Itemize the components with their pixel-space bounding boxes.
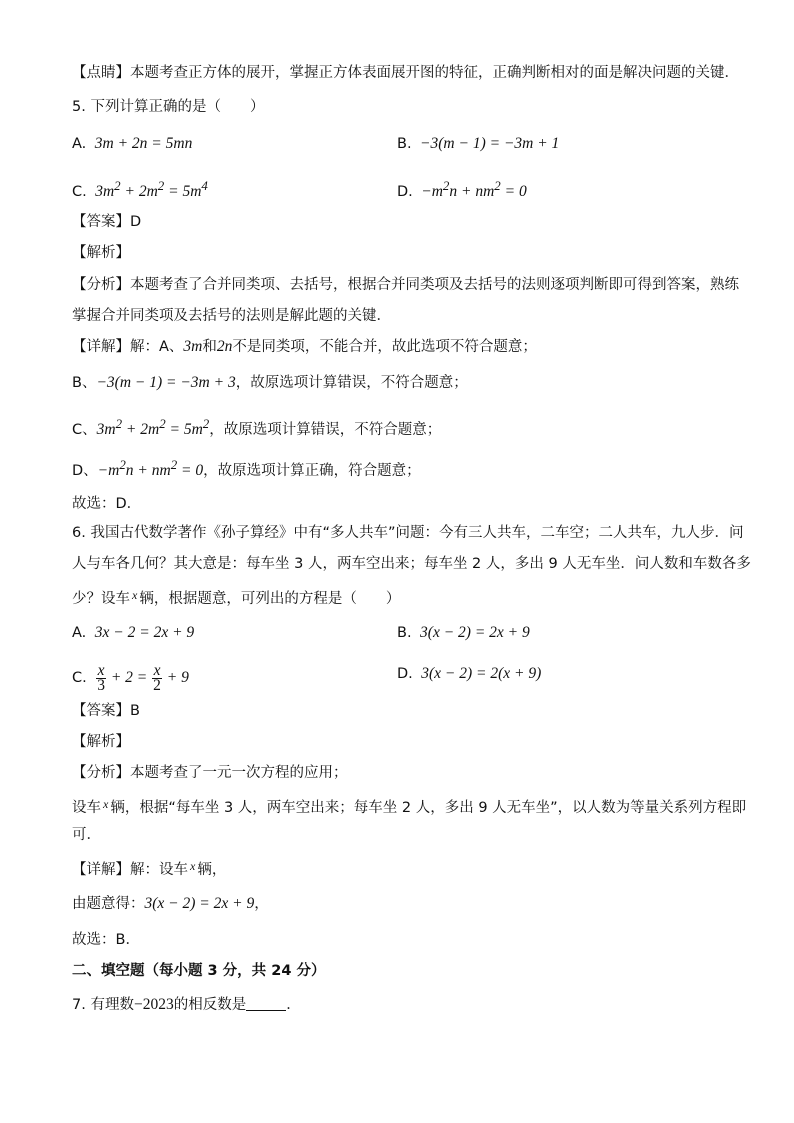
- detail-suffix: ，故原选项计算错误，不符合题意；: [209, 422, 442, 439]
- detail-suffix: ，故原选项计算正确，符合题意；: [203, 463, 421, 480]
- option-label: D.: [397, 666, 413, 682]
- q6-answer: 【答案】B: [72, 703, 140, 719]
- q6-stem-line-2: 人与车各几何？其大意是：每车坐 3 人，两车空出来；每车坐 2 人，多出 9 人无车坐．问人数和车数各多: [72, 556, 751, 572]
- detail-prefix: D、: [72, 463, 98, 480]
- q5-option-d: [397, 176, 527, 202]
- q6-conclusion: 故选：B．: [72, 932, 140, 948]
- section-2-title: 二、填空题（每小题 3 分，共 24 分）: [72, 963, 326, 979]
- option-label: B.: [397, 625, 412, 641]
- q6-fenxi: 【分析】本题考查了一元一次方程的应用；: [72, 765, 348, 781]
- variable-x: x: [190, 859, 196, 873]
- detail-text: 辆，: [197, 862, 227, 878]
- q5-detail-d: [72, 455, 421, 481]
- q5-conclusion: 故选：D．: [72, 496, 142, 512]
- q6-equation: [72, 894, 269, 914]
- option-label: C.: [72, 670, 87, 687]
- detail-suffix: 不是同类项，不能合并，故此选项不符合题意；: [232, 339, 537, 355]
- formula: $3m^2 + 2m^2 = 5m^2$: [96, 416, 210, 439]
- q6-option-d: [397, 664, 541, 684]
- q7-suffix: 的相反数是: [173, 997, 247, 1013]
- q6-explain-line-1: [72, 794, 746, 818]
- q6-option-b: [397, 623, 530, 643]
- detail-suffix: ，故原选项计算错误，不符合题意；: [235, 375, 468, 391]
- variable-x: x: [103, 797, 109, 811]
- detail-prefix: B、: [72, 375, 97, 391]
- formula: $\frac{x}{3}$ + 2 = $\frac{x}{2}$ + 9: [97, 662, 189, 694]
- formula: 3m + 2n = 5mn: [90, 135, 193, 152]
- q5-detail-c: [72, 414, 441, 440]
- answer-blank[interactable]: [246, 996, 286, 1011]
- equation-prefix: 由题意得：: [72, 896, 145, 912]
- formula: 3(x − 2) = 2(x + 9): [417, 665, 542, 682]
- formula: 2n: [216, 338, 233, 355]
- explain-text: 辆，根据“每车坐 3 人，两车空出来；每车坐 2 人，多出 9 人无车坐”，以人数为等量关系列方程即: [110, 800, 747, 816]
- explain-text: 设车: [72, 800, 101, 816]
- q5-stem: 5. 下列计算正确的是（ ）: [72, 99, 265, 115]
- q6-stem-line-3: [72, 585, 400, 609]
- detail-prefix: C、: [72, 422, 97, 439]
- detail-text: 【详解】解：设车: [72, 862, 188, 878]
- stem-text: 少？设车: [72, 591, 130, 607]
- q6-detail: [72, 856, 226, 880]
- equation-suffix: ，: [254, 896, 269, 912]
- q5-fenxi-line-1: 【分析】本题考查了合并同类项、去括号，根据合并同类项及去括号的法则逐项判断即可得到答案，熟练: [72, 277, 739, 293]
- option-label: C.: [72, 184, 87, 201]
- q5-detail-a: [72, 337, 537, 357]
- q7-prefix: 7. 有理数: [72, 997, 134, 1013]
- option-label: D.: [397, 184, 413, 201]
- q7-number: −2023: [133, 996, 174, 1013]
- option-label: A.: [72, 136, 87, 152]
- q7-end: ．: [286, 997, 301, 1013]
- detail-mid: 和: [202, 339, 217, 355]
- q6-option-a: [72, 623, 194, 643]
- q5-answer: 【答案】D: [72, 214, 142, 230]
- formula: 3m: [183, 338, 203, 355]
- tip-text: 【点睛】本题考查正方体的展开，掌握正方体表面展开图的特征，正确判断相对的面是解决问题的关键．: [72, 65, 739, 81]
- q7-stem: [72, 995, 301, 1015]
- q6-explain-line-2: 可．: [72, 827, 101, 843]
- q5-analysis-title: 【解析】: [72, 245, 130, 261]
- variable-x: x: [132, 588, 138, 602]
- q5-fenxi-line-2: 掌握合并同类项及去括号的法则是解此题的关键．: [72, 308, 391, 324]
- q6-analysis-title: 【解析】: [72, 734, 130, 750]
- q5-option-b: [397, 134, 559, 154]
- formula: −3(m − 1) = −3m + 3: [96, 374, 236, 391]
- q5-option-c: [72, 176, 208, 202]
- q5-option-a: [72, 134, 192, 154]
- formula: $-m^2n + nm^2 = 0$: [97, 457, 204, 480]
- formula: 3x − 2 = 2x + 9: [90, 624, 195, 641]
- formula: 3(x − 2) = 2x + 9: [416, 624, 530, 641]
- option-label: A.: [72, 625, 87, 641]
- q5-detail-b: [72, 373, 468, 393]
- detail-prefix: 【详解】解：A、: [72, 339, 184, 355]
- formula: $-m^2n + nm^2 = 0$: [417, 178, 527, 201]
- option-label: B.: [397, 136, 412, 152]
- q6-option-c: [72, 664, 189, 693]
- formula: 3(x − 2) = 2x + 9: [144, 895, 255, 912]
- formula: −3(m − 1) = −3m + 1: [416, 135, 560, 152]
- stem-text: 辆，根据题意，可列出的方程是（ ）: [139, 591, 401, 607]
- formula: $3m^2 + 2m^2 = 5m^4$: [91, 178, 208, 201]
- q6-stem-line-1: 6. 我国古代数学著作《孙子算经》中有“多人共车”问题：今有三人共车，二车空；二人共车，九人步．问: [72, 525, 744, 541]
